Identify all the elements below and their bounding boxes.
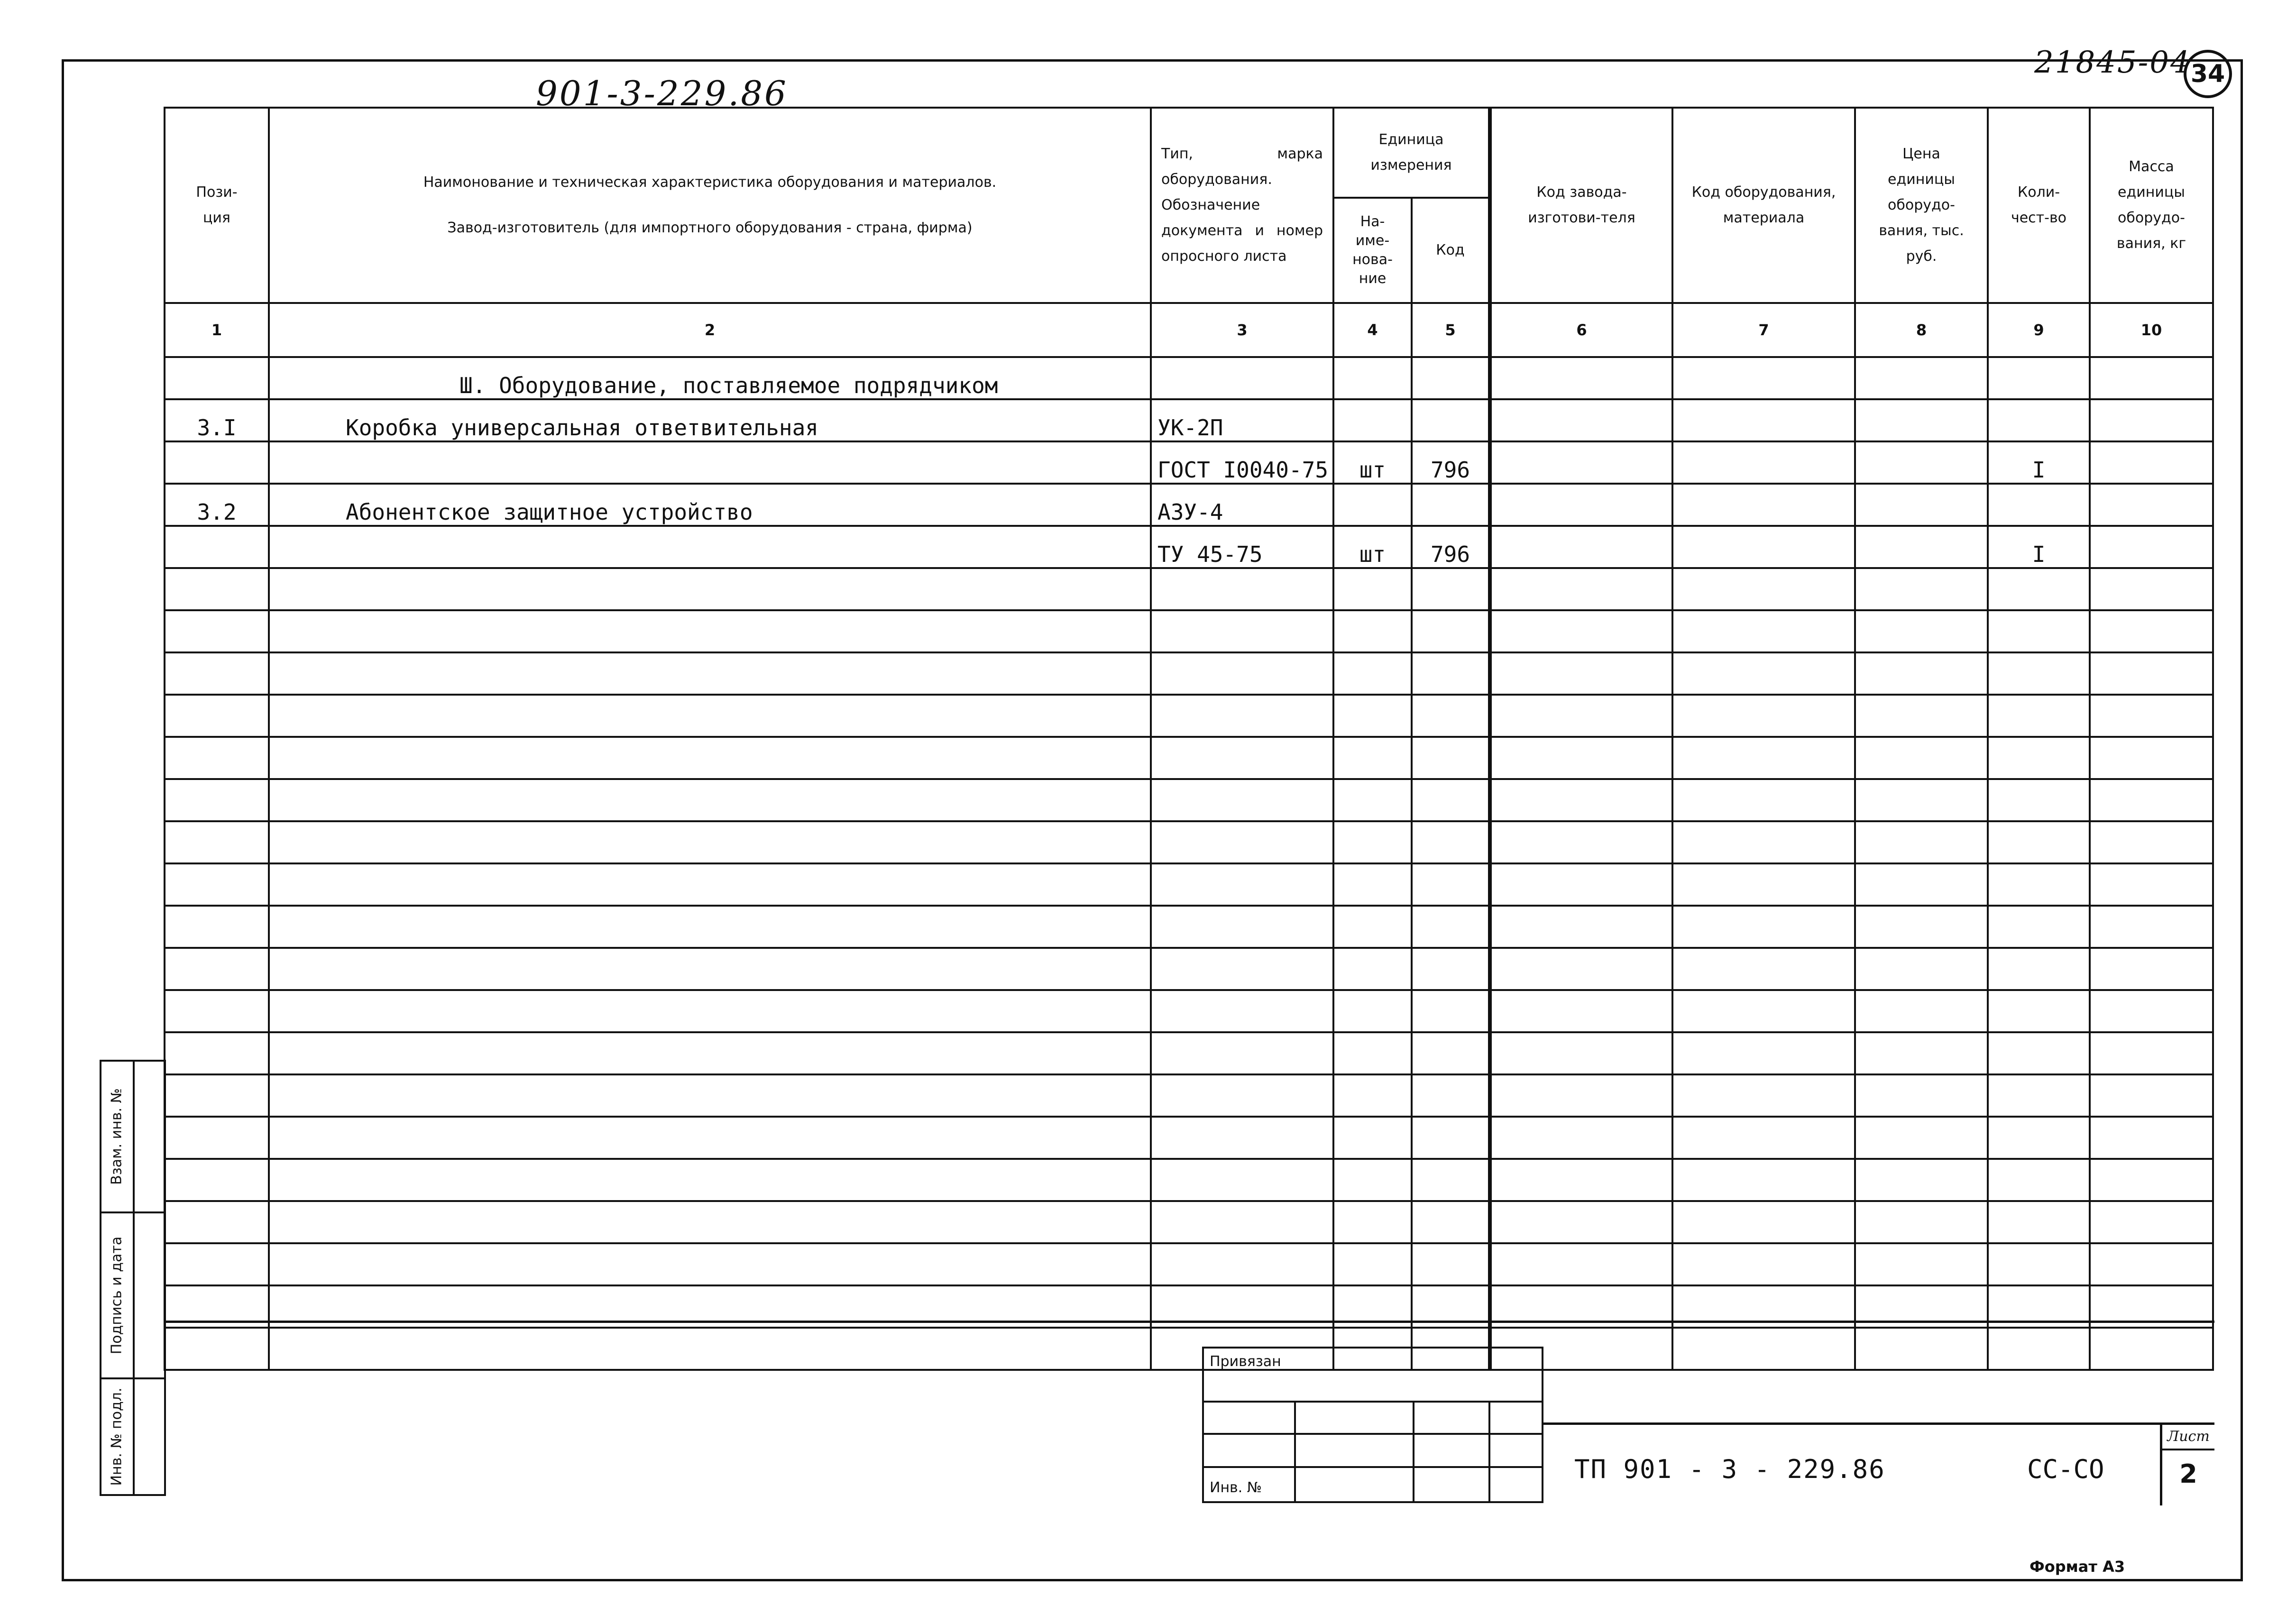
price-cell (1855, 484, 1988, 526)
position-cell (165, 357, 269, 399)
column-number-cell: 10 (2090, 303, 2213, 357)
mass-cell (2090, 990, 2213, 1032)
quantity-cell (1988, 863, 2090, 906)
quantity-cell (1988, 610, 2090, 652)
table-row (165, 1201, 2213, 1243)
type-cell (1151, 1074, 1333, 1117)
header-name: Наимонование и техническая характеристика оборудования и материалов. Завод-изготовитель (для импортного оборудования - страна, фирма) (269, 108, 1151, 303)
price-cell (1855, 357, 1988, 399)
manufacturer-code-cell (1490, 399, 1672, 441)
equipment-code-cell (1672, 1159, 1855, 1201)
quantity-cell (1988, 1032, 2090, 1074)
table-bottom-line (164, 1321, 2214, 1323)
header-type: Тип, марка оборудования. Обозначение документа и номер опросного листа (1151, 108, 1333, 303)
unit-name-cell: шт (1333, 441, 1412, 484)
position-cell (165, 1243, 269, 1285)
price-cell (1855, 610, 1988, 652)
unit-code-cell (1412, 737, 1490, 779)
price-cell (1855, 441, 1988, 484)
manufacturer-code-cell (1490, 948, 1672, 990)
name-cell (269, 1201, 1151, 1243)
name-cell (269, 990, 1151, 1032)
table-row (165, 990, 2213, 1032)
table-row (165, 906, 2213, 948)
type-cell (1151, 1201, 1333, 1243)
name-cell (269, 1117, 1151, 1159)
sheet-marker-circle: 34 (2184, 50, 2232, 98)
unit-name-cell (1333, 484, 1412, 526)
position-cell (165, 737, 269, 779)
equipment-code-cell (1672, 441, 1855, 484)
position-cell (165, 610, 269, 652)
name-cell (269, 1159, 1151, 1201)
title-block (1543, 1422, 2214, 1503)
unit-code-cell (1412, 568, 1490, 610)
manufacturer-code-cell (1490, 906, 1672, 948)
type-cell (1151, 568, 1333, 610)
quantity-cell (1988, 1074, 2090, 1117)
mass-cell (2090, 1243, 2213, 1285)
unit-name-cell (1333, 990, 1412, 1032)
table-row (165, 441, 2213, 484)
mass-cell (2090, 1201, 2213, 1243)
equipment-code-cell (1672, 1074, 1855, 1117)
name-cell (269, 526, 1151, 568)
equipment-code-cell (1672, 779, 1855, 821)
stamp-inv-original: Инв. № подл. (108, 1387, 125, 1486)
column-number-cell: 5 (1412, 303, 1490, 357)
equipment-code-cell (1672, 1117, 1855, 1159)
table-row (165, 357, 2213, 399)
manufacturer-code-cell (1490, 863, 1672, 906)
manufacturer-code-cell (1490, 610, 1672, 652)
position-cell (165, 568, 269, 610)
name-cell (269, 779, 1151, 821)
document-mark: СС-СО (2027, 1454, 2104, 1484)
type-cell: ТУ 45-75 (1151, 526, 1333, 568)
quantity-cell: I (1988, 441, 2090, 484)
equipment-code-cell (1672, 1328, 1855, 1370)
mass-cell (2090, 357, 2213, 399)
mass-cell (2090, 863, 2213, 906)
equipment-code-cell (1672, 1032, 1855, 1074)
equipment-code-cell (1672, 1201, 1855, 1243)
column-number-cell: 6 (1490, 303, 1672, 357)
price-cell (1855, 526, 1988, 568)
name-cell (269, 441, 1151, 484)
column-number-cell: 2 (269, 303, 1151, 357)
mass-cell (2090, 1159, 2213, 1201)
position-cell (165, 1328, 269, 1370)
quantity-cell (1988, 948, 2090, 990)
price-cell (1855, 1243, 1988, 1285)
table-row (165, 1328, 2213, 1370)
quantity-cell (1988, 695, 2090, 737)
mass-cell (2090, 1117, 2213, 1159)
position-cell (165, 863, 269, 906)
table-row (165, 863, 2213, 906)
type-cell (1151, 357, 1333, 399)
price-cell (1855, 399, 1988, 441)
binding-label: Привязан (1210, 1353, 1281, 1370)
position-cell (165, 906, 269, 948)
header-unit-name: На-име-нова-ние (1333, 198, 1412, 303)
unit-code-cell (1412, 652, 1490, 695)
type-cell: АЗУ-4 (1151, 484, 1333, 526)
binding-block (1202, 1347, 1543, 1503)
type-cell (1151, 906, 1333, 948)
table-row (165, 568, 2213, 610)
unit-code-cell (1412, 863, 1490, 906)
sheet-label: Лист (2162, 1425, 2214, 1450)
specification-table (164, 107, 2214, 1371)
mass-cell (2090, 1032, 2213, 1074)
name-cell: Ш. Оборудование, поставляемое подрядчиком (269, 357, 1151, 399)
equipment-code-cell (1672, 948, 1855, 990)
mass-cell (2090, 484, 2213, 526)
quantity-cell (1988, 484, 2090, 526)
table-row (165, 526, 2213, 568)
equipment-code-cell (1672, 695, 1855, 737)
type-cell (1151, 652, 1333, 695)
price-cell (1855, 1074, 1988, 1117)
name-cell (269, 821, 1151, 863)
type-cell (1151, 695, 1333, 737)
unit-code-cell (1412, 779, 1490, 821)
header-manufacturer-code: Код завода-изготови-теля (1490, 108, 1672, 303)
unit-code-cell: 796 (1412, 526, 1490, 568)
sheet-number: 2 (2179, 1459, 2197, 1489)
quantity-cell (1988, 821, 2090, 863)
unit-name-cell (1333, 1201, 1412, 1243)
stamp-sign-date: Подпись и дата (101, 1213, 164, 1379)
manufacturer-code-cell (1490, 1074, 1672, 1117)
mass-cell (2090, 695, 2213, 737)
column-number-cell: 4 (1333, 303, 1412, 357)
name-cell: Коробка универсальная ответвительная (269, 399, 1151, 441)
equipment-code-cell (1672, 526, 1855, 568)
manufacturer-code-cell (1490, 1201, 1672, 1243)
mass-cell (2090, 399, 2213, 441)
name-cell: Абонентское защитное устройство (269, 484, 1151, 526)
name-cell (269, 1243, 1151, 1285)
type-cell (1151, 863, 1333, 906)
manufacturer-code-cell (1490, 990, 1672, 1032)
equipment-code-cell (1672, 1243, 1855, 1285)
header-mass: Масса единицы оборудо-вания, кг (2090, 108, 2213, 303)
manufacturer-code-cell (1490, 652, 1672, 695)
unit-code-cell (1412, 821, 1490, 863)
mass-cell (2090, 441, 2213, 484)
position-cell (165, 779, 269, 821)
table-row (165, 1117, 2213, 1159)
name-cell (269, 1032, 1151, 1074)
price-cell (1855, 1328, 1988, 1370)
column-number-cell: 7 (1672, 303, 1855, 357)
name-cell (269, 568, 1151, 610)
table-row (165, 948, 2213, 990)
price-cell (1855, 990, 1988, 1032)
unit-name-cell (1333, 568, 1412, 610)
mass-cell (2090, 610, 2213, 652)
manufacturer-code-cell (1490, 1117, 1672, 1159)
position-cell (165, 1159, 269, 1201)
table-row (165, 610, 2213, 652)
unit-code-cell (1412, 695, 1490, 737)
unit-name-cell: шт (1333, 526, 1412, 568)
mass-cell (2090, 821, 2213, 863)
position-cell (165, 821, 269, 863)
unit-code-cell (1412, 990, 1490, 1032)
table-row (165, 779, 2213, 821)
position-cell: 3.I (165, 399, 269, 441)
unit-name-cell (1333, 1159, 1412, 1201)
unit-code-cell (1412, 1117, 1490, 1159)
quantity-cell (1988, 1328, 2090, 1370)
equipment-code-cell (1672, 610, 1855, 652)
manufacturer-code-cell (1490, 737, 1672, 779)
name-cell (269, 652, 1151, 695)
position-cell (165, 441, 269, 484)
price-cell (1855, 821, 1988, 863)
name-cell (269, 1328, 1151, 1370)
position-cell: 3.2 (165, 484, 269, 526)
price-cell (1855, 652, 1988, 695)
manufacturer-code-cell (1490, 1032, 1672, 1074)
table-row (165, 695, 2213, 737)
price-cell (1855, 906, 1988, 948)
quantity-cell (1988, 568, 2090, 610)
mass-cell (2090, 737, 2213, 779)
unit-name-cell (1333, 399, 1412, 441)
price-cell (1855, 1117, 1988, 1159)
price-cell (1855, 863, 1988, 906)
project-code: ТП 901 - 3 - 229.86 (1574, 1454, 1885, 1484)
quantity-cell (1988, 737, 2090, 779)
price-cell (1855, 948, 1988, 990)
manufacturer-code-cell (1490, 779, 1672, 821)
position-cell (165, 948, 269, 990)
unit-name-cell (1333, 695, 1412, 737)
unit-code-cell (1412, 610, 1490, 652)
position-cell (165, 695, 269, 737)
manufacturer-code-cell (1490, 568, 1672, 610)
table-row (165, 1074, 2213, 1117)
unit-code-cell (1412, 1243, 1490, 1285)
table-row (165, 1032, 2213, 1074)
mass-cell (2090, 1328, 2213, 1370)
type-cell (1151, 737, 1333, 779)
manufacturer-code-cell (1490, 484, 1672, 526)
stamp-replaced-inv: Взам. инв. № (101, 1062, 164, 1213)
manufacturer-code-cell (1490, 357, 1672, 399)
unit-name-cell (1333, 610, 1412, 652)
equipment-code-cell (1672, 821, 1855, 863)
equipment-code-cell (1672, 568, 1855, 610)
mass-cell (2090, 948, 2213, 990)
price-cell (1855, 1159, 1988, 1201)
table-row (165, 1243, 2213, 1285)
unit-code-cell (1412, 484, 1490, 526)
unit-code-cell (1412, 1201, 1490, 1243)
unit-code-cell (1412, 906, 1490, 948)
equipment-code-cell (1672, 863, 1855, 906)
quantity-cell (1988, 1201, 2090, 1243)
header-quantity: Коли-чест-во (1988, 108, 2090, 303)
position-cell (165, 990, 269, 1032)
price-cell (1855, 568, 1988, 610)
mass-cell (2090, 1074, 2213, 1117)
name-cell (269, 948, 1151, 990)
unit-code-cell (1412, 357, 1490, 399)
table-row (165, 821, 2213, 863)
type-cell (1151, 1117, 1333, 1159)
type-cell (1151, 990, 1333, 1032)
quantity-cell (1988, 779, 2090, 821)
type-cell (1151, 1032, 1333, 1074)
equipment-code-cell (1672, 652, 1855, 695)
header-equipment-code: Код оборудования, материала (1672, 108, 1855, 303)
quantity-cell (1988, 990, 2090, 1032)
header-price: Цена единицы оборудо-вания, тыс. руб. (1855, 108, 1988, 303)
unit-name-cell (1333, 906, 1412, 948)
name-cell (269, 737, 1151, 779)
price-cell (1855, 737, 1988, 779)
table-row (165, 399, 2213, 441)
price-cell (1855, 695, 1988, 737)
name-cell (269, 610, 1151, 652)
position-cell (165, 1117, 269, 1159)
position-cell (165, 1201, 269, 1243)
equipment-code-cell (1672, 737, 1855, 779)
type-cell: ГОСТ I0040-75 (1151, 441, 1333, 484)
table-row (165, 1159, 2213, 1201)
equipment-code-cell (1672, 484, 1855, 526)
unit-name-cell (1333, 821, 1412, 863)
header-unit-group: Единица измерения (1333, 108, 1490, 198)
manufacturer-code-cell (1490, 695, 1672, 737)
quantity-cell (1988, 399, 2090, 441)
mass-cell (2090, 568, 2213, 610)
unit-name-cell (1333, 737, 1412, 779)
unit-code-cell (1412, 948, 1490, 990)
side-stamp (100, 1060, 166, 1496)
type-cell (1151, 948, 1333, 990)
equipment-code-cell (1672, 906, 1855, 948)
price-cell (1855, 1201, 1988, 1243)
name-cell (269, 1074, 1151, 1117)
equipment-code-cell (1672, 990, 1855, 1032)
header-unit-code: Код (1412, 198, 1490, 303)
type-cell (1151, 779, 1333, 821)
quantity-cell (1988, 906, 2090, 948)
column-number-cell: 9 (1988, 303, 2090, 357)
quantity-cell: I (1988, 526, 2090, 568)
unit-code-cell (1412, 1159, 1490, 1201)
type-cell: УК-2П (1151, 399, 1333, 441)
manufacturer-code-cell (1490, 526, 1672, 568)
mass-cell (2090, 906, 2213, 948)
binding-inv-label: Инв. № (1210, 1479, 1262, 1496)
type-cell (1151, 1243, 1333, 1285)
position-cell (165, 526, 269, 568)
manufacturer-code-cell (1490, 1159, 1672, 1201)
unit-name-cell (1333, 948, 1412, 990)
table-row (165, 484, 2213, 526)
mass-cell (2090, 652, 2213, 695)
column-number-cell: 1 (165, 303, 269, 357)
column-number-cell: 3 (1151, 303, 1333, 357)
unit-code-cell (1412, 1074, 1490, 1117)
price-cell (1855, 1032, 1988, 1074)
manufacturer-code-cell (1490, 441, 1672, 484)
unit-code-cell (1412, 1032, 1490, 1074)
unit-name-cell (1333, 1243, 1412, 1285)
unit-name-cell (1333, 1032, 1412, 1074)
unit-code-cell (1412, 399, 1490, 441)
table-row (165, 737, 2213, 779)
unit-code-cell: 796 (1412, 441, 1490, 484)
type-cell (1151, 610, 1333, 652)
quantity-cell (1988, 1243, 2090, 1285)
archive-number: 21845-04 (2034, 45, 2191, 80)
manufacturer-code-cell (1490, 821, 1672, 863)
position-cell (165, 1032, 269, 1074)
price-cell (1855, 779, 1988, 821)
quantity-cell (1988, 1159, 2090, 1201)
unit-name-cell (1333, 779, 1412, 821)
sheet-box (2160, 1425, 2214, 1505)
name-cell (269, 906, 1151, 948)
quantity-cell (1988, 1117, 2090, 1159)
format-label: Формат А3 (2030, 1558, 2125, 1576)
table-row (165, 652, 2213, 695)
mass-cell (2090, 779, 2213, 821)
quantity-cell (1988, 357, 2090, 399)
manufacturer-code-cell (1490, 1243, 1672, 1285)
type-cell (1151, 821, 1333, 863)
name-cell (269, 695, 1151, 737)
document-number: 901-3-229.86 (536, 73, 788, 113)
position-cell (165, 1074, 269, 1117)
unit-name-cell (1333, 652, 1412, 695)
mass-cell (2090, 526, 2213, 568)
equipment-code-cell (1672, 399, 1855, 441)
unit-name-cell (1333, 357, 1412, 399)
unit-name-cell (1333, 1117, 1412, 1159)
name-cell (269, 863, 1151, 906)
quantity-cell (1988, 652, 2090, 695)
header-position: Пози- ция (165, 108, 269, 303)
equipment-code-cell (1672, 357, 1855, 399)
column-number-cell: 8 (1855, 303, 1988, 357)
unit-name-cell (1333, 863, 1412, 906)
position-cell (165, 652, 269, 695)
unit-name-cell (1333, 1074, 1412, 1117)
type-cell (1151, 1159, 1333, 1201)
